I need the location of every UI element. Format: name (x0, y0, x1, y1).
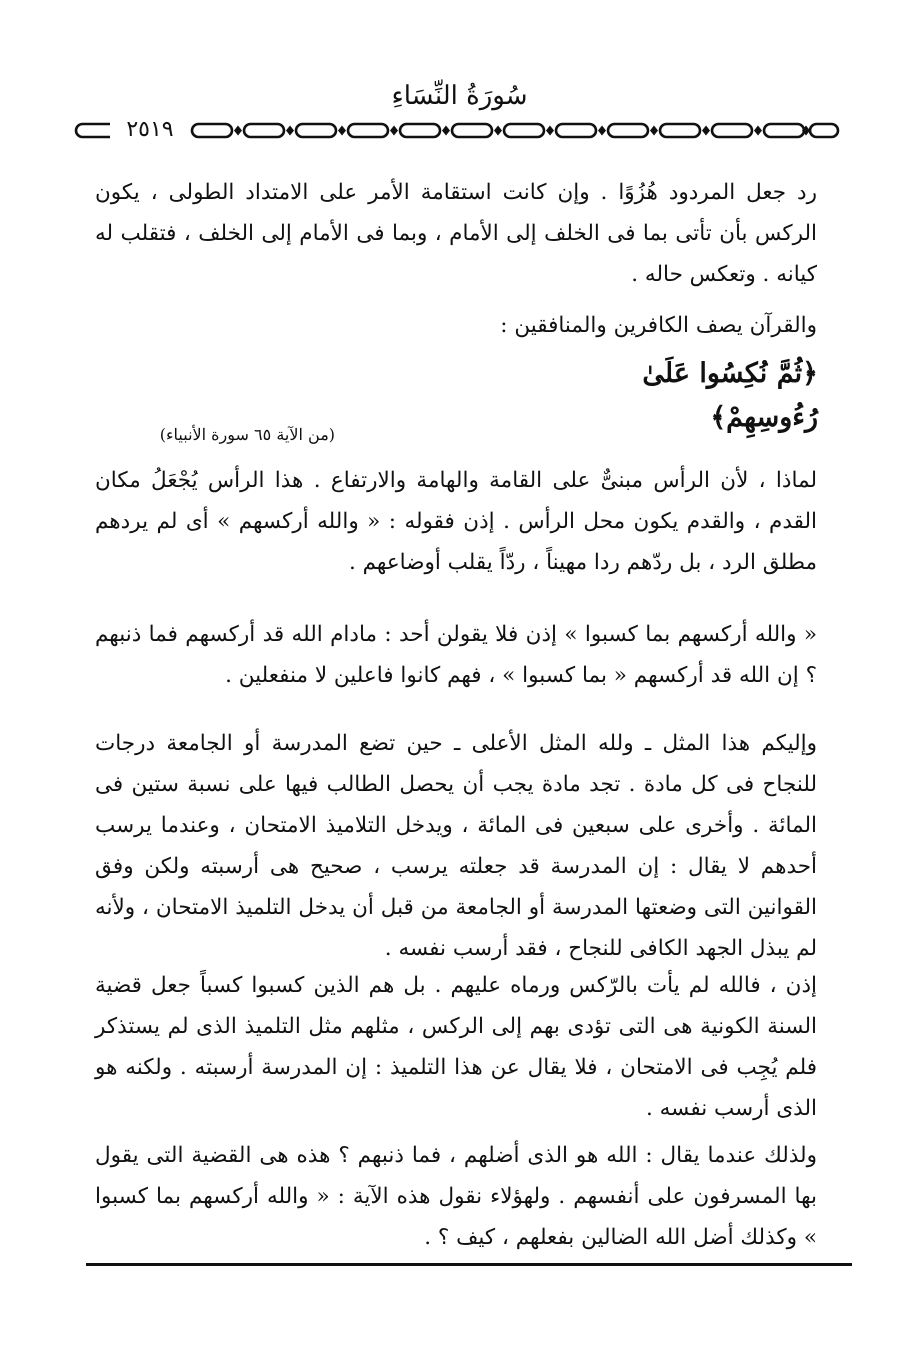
paragraph-4: « والله أركسهم بما كسبوا » إذن فلا يقولن أحد : مادام الله قد أركسهم فما ذنبهم ؟ إن الله قد أركسهم « بما كسبوا » ، فهم كانوا فاعلين لا منفعلين . (95, 622, 817, 688)
paragraph-6: إذن ، فالله لم يأت بالرّكس ورماه عليهم . بل هم الذين كسبوا كسباً جعل قضية السنة الكونية هى التى تؤدى بهم إلى الركس ، مثلهم مثل التلميذ الذى لم يستذكر فلم يُجِب فى الامتحان ، فلا يقال عن هذا التلميذ : إن المدرسة أرسبته . ولكنه هو الذى أرسب نفسه . (95, 973, 817, 1121)
page-number: ٢٥١٩ (110, 114, 190, 146)
paragraph-1: رد جعل المردود هُزُوًا . وإن كانت استقامة الأمر على الامتداد الطولى ، يكون الركس بأن تأتى بما فى الخلف إلى الأمام ، وبما فى الأمام إلى الخلف ، فتقلب له كيانه . وتعكس حاله . (95, 180, 817, 287)
paragraph-7: ولذلك عندما يقال : الله هو الذى أضلهم ، فما ذنبهم ؟ هذه هى القضية التى يقول بها المسرفون على أنفسهم . ولهؤلاء نقول هذه الآية : « والله أركسهم بما كسبوا » وكذلك أضل الله الضالين بفعلهم ، كيف ؟ . (95, 1143, 817, 1250)
paragraph-2: والقرآن يصف الكافرين والمنافقين : (500, 313, 817, 338)
paragraph-3: لماذا ، لأن الرأس مبنىٌّ على القامة والهامة والارتفاع . هذا الرأس يُجْعَلُ مكان القدم ، والقدم يكون محل الرأس . إذن فقوله : « والله أركسهم » أى لم يردهم مطلق الرد ، بل ردّهم ردا مهيناً ، ردّاً يقلب أوضاعهم . (95, 468, 817, 575)
verse-citation: (من الآية ٦٥ سورة الأنبياء) (159, 425, 335, 444)
footer-rule (86, 1263, 852, 1266)
quran-verse: ﴿ثُمَّ نُكِسُوا عَلَىٰ رُءُوسِهِمْ﴾ (642, 358, 818, 433)
paragraph-5: وإليكم هذا المثل ـ ولله المثل الأعلى ـ حين تضع المدرسة أو الجامعة درجات للنجاح فى كل مادة . تجد مادة يجب أن يحصل الطالب فيها على نسبة ستين فى المائة . وأخرى على سبعين فى المائة ، ويدخل التلاميذ الامتحان ، وعندما يرسب أحدهم لا يقال : إن المدرسة قد جعلته يرسب ، صحيح هى أرسبته ولكن وفق القوانين التى وضعتها المدرسة أو الجامعة من قبل أن يدخل التلميذ الامتحان ، ولأنه لم يبذل الجهد الكافى للنجاح ، فقد أرسب نفسه . (95, 731, 817, 961)
surah-title: سُورَةُ النِّسَاءِ (391, 81, 528, 111)
